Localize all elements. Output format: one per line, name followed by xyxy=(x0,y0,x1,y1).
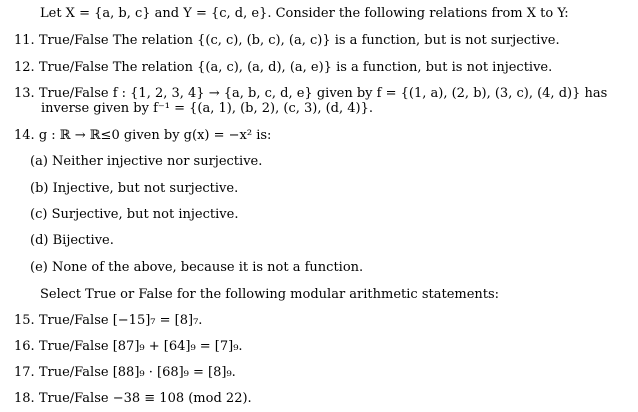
question-number: 14. xyxy=(14,128,35,143)
option-text: Bijective. xyxy=(52,233,114,248)
option-text: Surjective, but not injective. xyxy=(51,207,239,222)
question-number: 16. xyxy=(14,339,35,354)
option-text: Neither injective nor surjective. xyxy=(52,154,263,169)
option-text: Injective, but not surjective. xyxy=(52,181,239,196)
option-b xyxy=(30,181,238,197)
question-11 xyxy=(14,33,560,49)
option-label: (e) xyxy=(30,260,48,275)
question-13-continued: inverse given by f⁻¹ = {(a, 1), (b, 2), (c, 3), (d, 4)}. xyxy=(41,101,374,116)
question-text: True/False The relation {(a, c), (a, d), (a, e)} is a function, but is not injective. xyxy=(38,60,553,75)
question-18 xyxy=(14,391,252,407)
question-12 xyxy=(14,60,552,76)
question-text: True/False −38 ≡ 108 (mod 22). xyxy=(38,391,252,406)
option-text: None of the above, because it is not a function. xyxy=(51,260,364,275)
question-15 xyxy=(14,313,202,329)
question-number: 18. xyxy=(14,391,35,406)
option-label: (c) xyxy=(30,207,48,222)
question-number: 13. xyxy=(14,86,35,101)
question-text: True/False f : {1, 2, 3, 4} → {a, b, c, d, e} given by f = {(1, a), (2, b), (3, c), (4, d)} has xyxy=(38,86,608,101)
question-text: True/False [87]₉ + [64]₉ = [7]₉. xyxy=(38,339,243,354)
question-17 xyxy=(14,365,236,381)
question-number: 11. xyxy=(14,33,35,48)
option-label: (b) xyxy=(30,181,49,196)
option-d xyxy=(30,233,114,249)
intro-text: Let X = {a, b, c} and Y = {c, d, e}. Consider the following relations from X to Y: xyxy=(40,6,569,21)
question-text: True/False [88]₉ · [68]₉ = [8]₉. xyxy=(38,365,236,380)
question-13 xyxy=(14,86,607,102)
question-number: 12. xyxy=(14,60,35,75)
modular-intro: Select True or False for the following modular arithmetic statements: xyxy=(40,287,500,302)
option-label: (d) xyxy=(30,233,49,248)
question-14 xyxy=(14,128,271,144)
question-16 xyxy=(14,339,243,355)
option-c xyxy=(30,207,238,223)
question-number: 17. xyxy=(14,365,35,380)
option-e xyxy=(30,260,363,276)
question-text: True/False [−15]₇ = [8]₇. xyxy=(38,313,203,328)
option-a xyxy=(30,154,262,170)
question-number: 15. xyxy=(14,313,35,328)
option-label: (a) xyxy=(30,154,48,169)
question-text: True/False The relation {(c, c), (b, c), (a, c)} is a function, but is not surjective. xyxy=(38,33,560,48)
question-text: g : ℝ → ℝ≤0 given by g(x) = −x² is: xyxy=(38,128,272,143)
